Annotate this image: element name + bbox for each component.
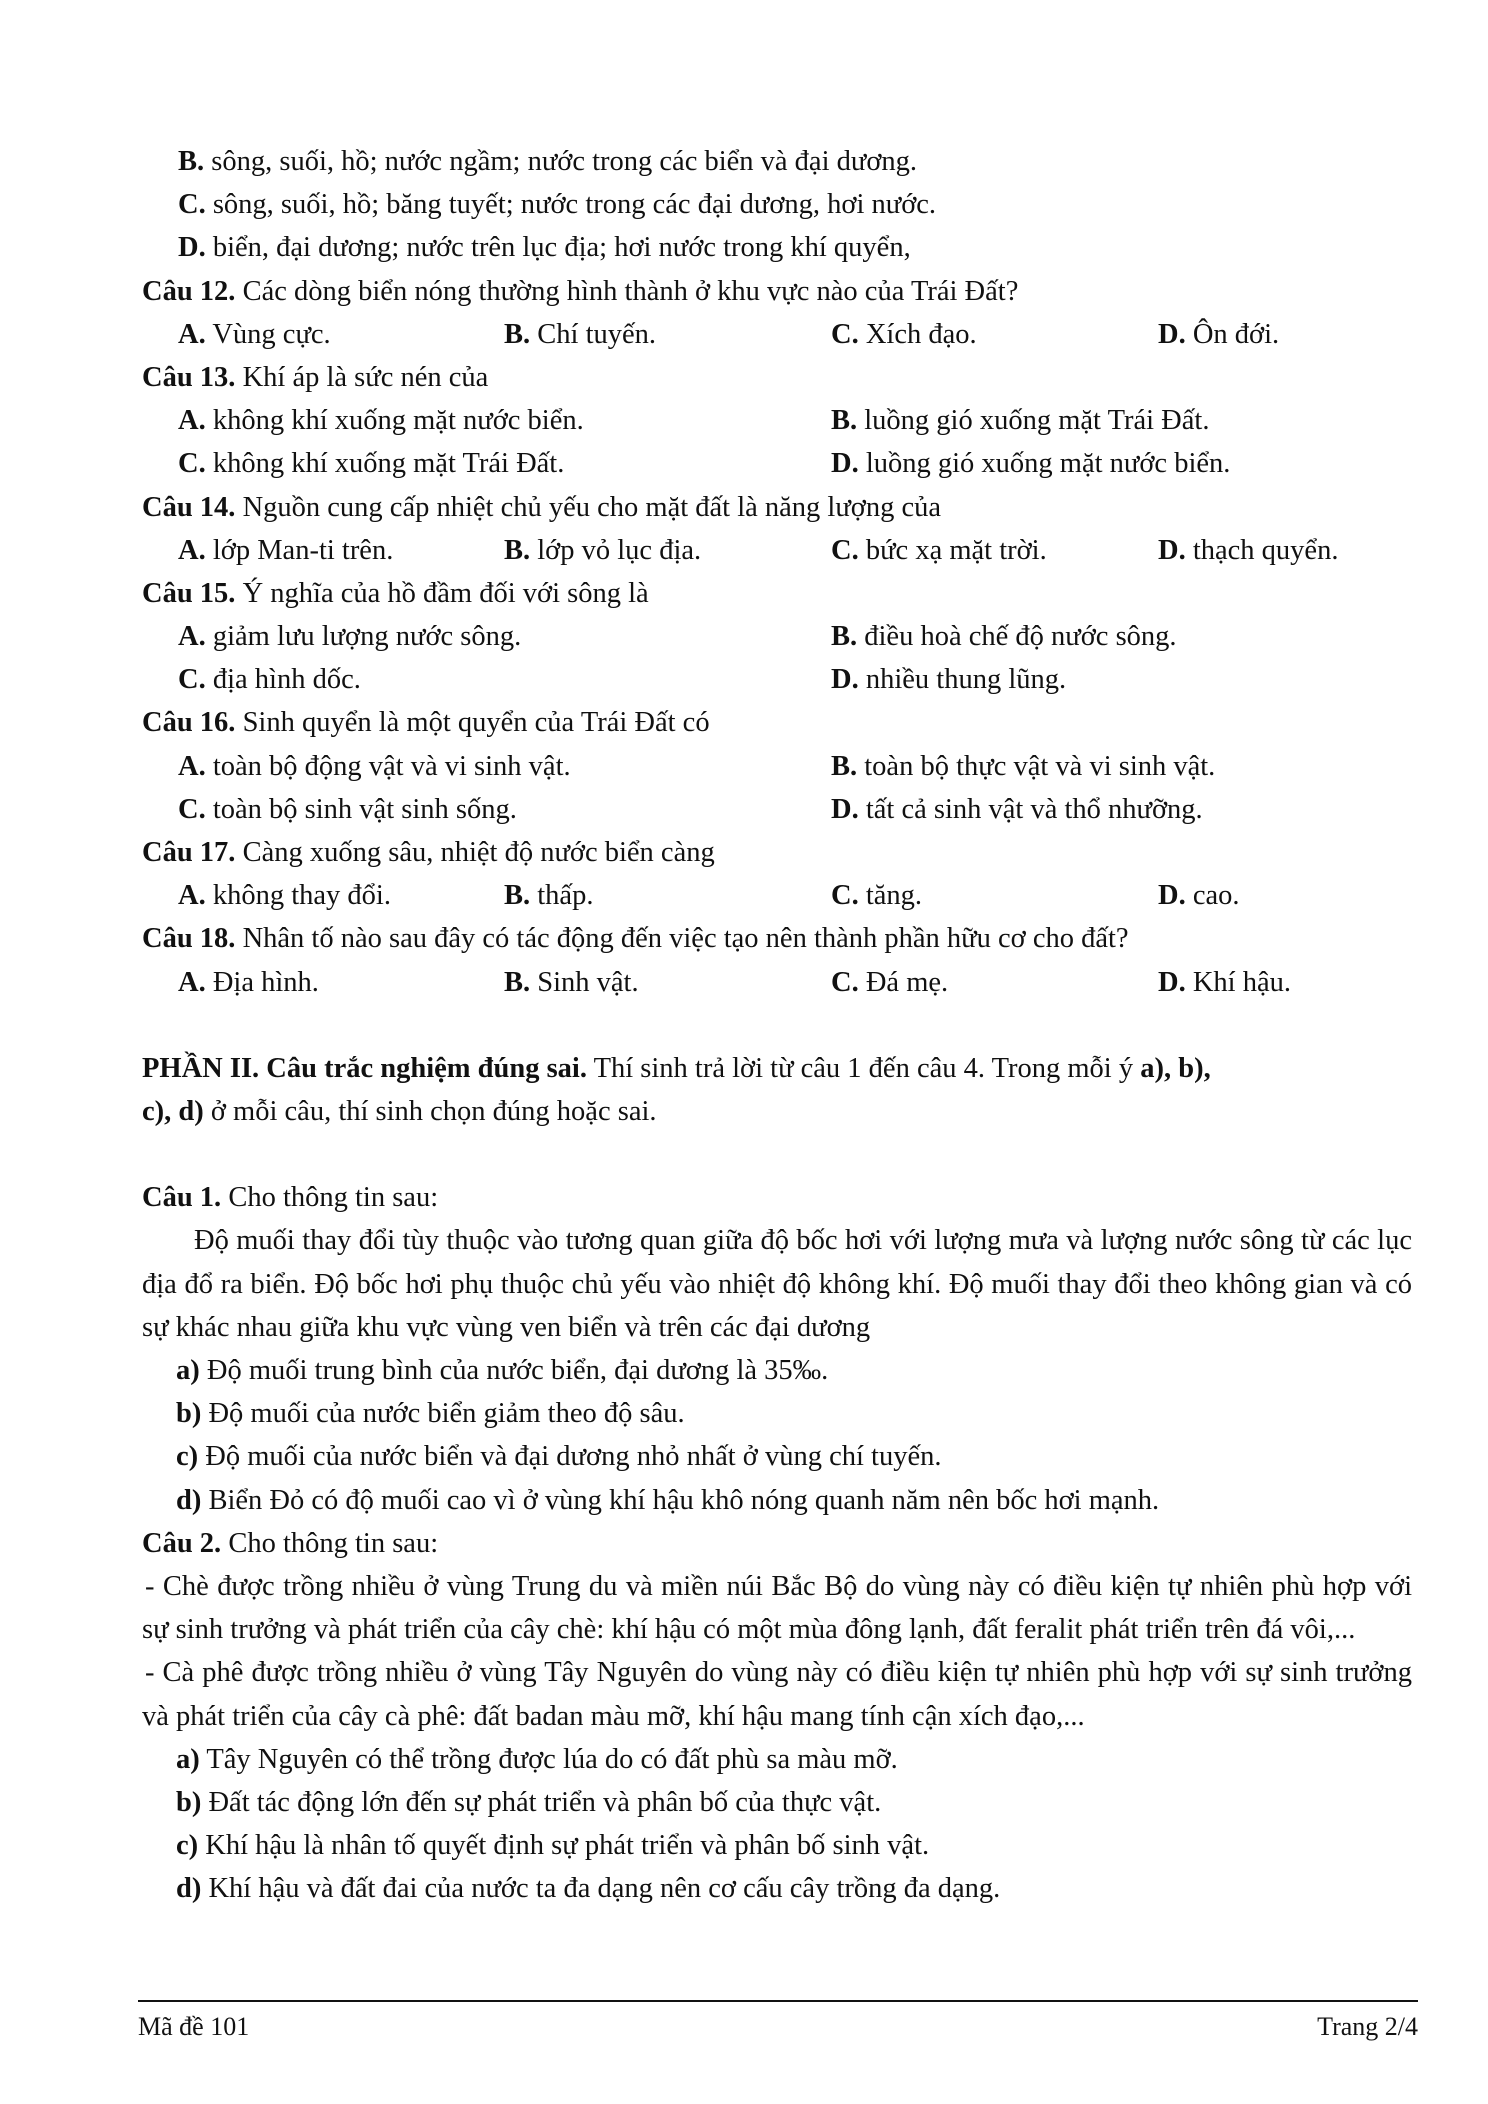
q11-option-d [142, 226, 1412, 269]
option-b: B. Sinh vật. [504, 966, 639, 998]
option-d: D. cao. [1158, 880, 1240, 912]
question-label: Câu 14. [142, 491, 236, 523]
page-footer [138, 2000, 1418, 2042]
q13-options-row2 [142, 442, 1412, 485]
question-13 [142, 356, 1412, 399]
page-number: Trang 2/4 [1317, 2012, 1418, 2041]
tf2-passage-1: - Chè được trồng nhiều ở vùng Trung du và miền núi Bắc Bộ do vùng này có điều kiện tự nhiên phù hợp với sự sinh trưởng và phát triển của cây chè: khí hậu có một mùa đông lạnh, đất feralit phát triển trên đá vôi,... [142, 1570, 1412, 1646]
tf1-item-a: a) Độ muối trung bình của nước biển, đại dương là 35‰. [176, 1354, 829, 1386]
exam-code: Mã đề 101 [138, 2012, 250, 2041]
tf2-item-d: d) Khí hậu và đất đai của nước ta đa dạng nên cơ cấu cây trồng đa dạng. [176, 1873, 1001, 1905]
option-c: C. bức xạ mặt trời. [831, 534, 1047, 566]
option-b: B. điều hoà chế độ nước sông. [831, 621, 1177, 653]
tf1-item-c: c) Độ muối của nước biển và đại dương nhỏ nhất ở vùng chí tuyến. [176, 1441, 942, 1473]
option-label: D. [178, 232, 206, 264]
part2-title: PHẦN II. Câu trắc nghiệm đúng sai. [142, 1052, 587, 1084]
q13-options-row1 [142, 399, 1412, 442]
option-a: A. Vùng cực. [178, 318, 331, 350]
option-d: D. tất cả sinh vật và thổ nhưỡng. [831, 793, 1203, 825]
part2-instruction: Thí sinh trả lời từ câu 1 đến câu 4. Trong mỗi ý [593, 1052, 1134, 1084]
question-16 [142, 701, 1412, 744]
option-a: A. lớp Man-ti trên. [178, 534, 394, 566]
spacer [142, 1004, 1412, 1047]
q16-options-row2 [142, 788, 1412, 831]
option-c: C. không khí xuống mặt Trái Đất. [178, 448, 565, 480]
spacer [142, 1133, 1412, 1176]
q15-options-row1 [142, 615, 1412, 658]
option-c: C. toàn bộ sinh vật sinh sống. [178, 793, 517, 825]
option-d: D. luồng gió xuống mặt nước biển. [831, 448, 1231, 480]
option-b: B. thấp. [504, 880, 594, 912]
question-text: Cho thông tin sau: [228, 1527, 439, 1559]
option-d: D. thạch quyển. [1158, 534, 1339, 566]
option-a: A. không khí xuống mặt nước biển. [178, 405, 584, 437]
option-d: D. Ôn đới. [1158, 318, 1280, 350]
option-a: A. không thay đổi. [178, 880, 391, 912]
q17-options [142, 874, 1412, 917]
tf2-item-c: c) Khí hậu là nhân tố quyết định sự phát triển và phân bố sinh vật. [176, 1830, 930, 1862]
q11-option-c [142, 183, 1412, 226]
tf1-passage: Độ muối thay đổi tùy thuộc vào tương quan giữa độ bốc hơi với lượng mưa và lượng nước sông từ các lục địa đổ ra biển. Độ bốc hơi phụ thuộc chủ yếu vào nhiệt độ không khí. Độ muối thay đổi theo không gian và có sự khác nhau giữa khu vực vùng ven biển và trên các đại dương [142, 1225, 1412, 1343]
q11-option-b [142, 140, 1412, 183]
part2-instruction-end: ở mỗi câu, thí sinh chọn đúng hoặc sai. [210, 1095, 657, 1127]
question-17 [142, 831, 1412, 874]
option-text: biển, đại dương; nước trên lục địa; hơi nước trong khí quyển, [212, 232, 911, 264]
tf-question-2 [142, 1522, 1412, 1565]
question-text: Khí áp là sức nén của [242, 361, 489, 393]
question-18 [142, 917, 1412, 960]
question-label: Câu 18. [142, 923, 236, 955]
question-text: Càng xuống sâu, nhiệt độ nước biển càng [242, 837, 715, 868]
question-text: Ý nghĩa của hồ đầm đối với sông là [242, 577, 649, 609]
q16-options-row1 [142, 745, 1412, 788]
option-a: A. Địa hình. [178, 966, 319, 998]
option-a: A. toàn bộ động vật và vi sinh vật. [178, 750, 571, 782]
option-label: B. [178, 146, 205, 177]
question-text: Cho thông tin sau: [228, 1182, 439, 1214]
question-15 [142, 572, 1412, 615]
option-c: C. Đá mẹ. [831, 966, 949, 998]
exam-page [142, 140, 1412, 1910]
tf1-item-b: b) Độ muối của nước biển giảm theo độ sâu. [176, 1398, 685, 1430]
question-label: Câu 2. [142, 1527, 222, 1559]
option-c: C. Xích đạo. [831, 318, 977, 350]
question-label: Câu 15. [142, 577, 236, 609]
q18-options [142, 961, 1412, 1004]
question-label: Câu 17. [142, 837, 236, 868]
tf-question-1 [142, 1176, 1412, 1219]
option-b: B. luồng gió xuống mặt Trái Đất. [831, 405, 1210, 437]
question-label: Câu 1. [142, 1182, 222, 1214]
q12-options [142, 313, 1412, 356]
question-text: Nhân tố nào sau đây có tác động đến việc tạo nên thành phần hữu cơ cho đất? [242, 923, 1129, 955]
question-label: Câu 13. [142, 361, 236, 393]
option-c: C. tăng. [831, 880, 923, 912]
question-text: Nguồn cung cấp nhiệt chủ yếu cho mặt đất là năng lượng của [242, 491, 942, 523]
tf2-item-a: a) Tây Nguyên có thể trồng được lúa do có đất phù sa màu mỡ. [176, 1743, 898, 1775]
question-label: Câu 12. [142, 275, 236, 307]
question-text: Sinh quyển là một quyển của Trái Đất có [242, 707, 710, 739]
question-label: Câu 16. [142, 707, 236, 739]
q14-options [142, 529, 1412, 572]
option-b: B. Chí tuyến. [504, 318, 657, 350]
tf2-passage-2: - Cà phê được trồng nhiều ở vùng Tây Nguyên do vùng này có điều kiện tự nhiên phù hợp với sự sinh trưởng và phát triển của cây cà phê: đất badan màu mỡ, khí hậu mang tính cận xích đạo,... [142, 1657, 1412, 1732]
q15-options-row2 [142, 658, 1412, 701]
question-12 [142, 270, 1412, 313]
question-14 [142, 486, 1412, 529]
option-text: sông, suối, hồ; băng tuyết; nước trong các đại dương, hơi nước. [212, 189, 937, 221]
option-text: sông, suối, hồ; nước ngầm; nước trong các biển và đại dương. [211, 146, 918, 177]
option-d: D. Khí hậu. [1158, 966, 1291, 998]
option-b: B. toàn bộ thực vật và vi sinh vật. [831, 750, 1216, 782]
option-c: C. địa hình dốc. [178, 664, 361, 696]
tf1-item-d: d) Biển Đỏ có độ muối cao vì ở vùng khí hậu khô nóng quanh năm nên bốc hơi mạnh. [176, 1484, 1160, 1516]
option-a: A. giảm lưu lượng nước sông. [178, 621, 522, 653]
option-b: B. lớp vỏ lục địa. [504, 534, 702, 566]
part2-heading: PHẦN II. Câu trắc nghiệm đúng sai. Thí sinh trả lời từ câu 1 đến câu 4. Trong mỗi ý a), b), c), d) ở mỗi câu, thí sinh chọn đúng hoặc sai. [142, 1052, 1211, 1127]
option-label: C. [178, 189, 206, 221]
question-text: Các dòng biển nóng thường hình thành ở khu vực nào của Trái Đất? [242, 275, 1019, 307]
tf2-item-b: b) Đất tác động lớn đến sự phát triển và phân bố của thực vật. [176, 1786, 882, 1818]
option-d: D. nhiều thung lũng. [831, 664, 1067, 696]
